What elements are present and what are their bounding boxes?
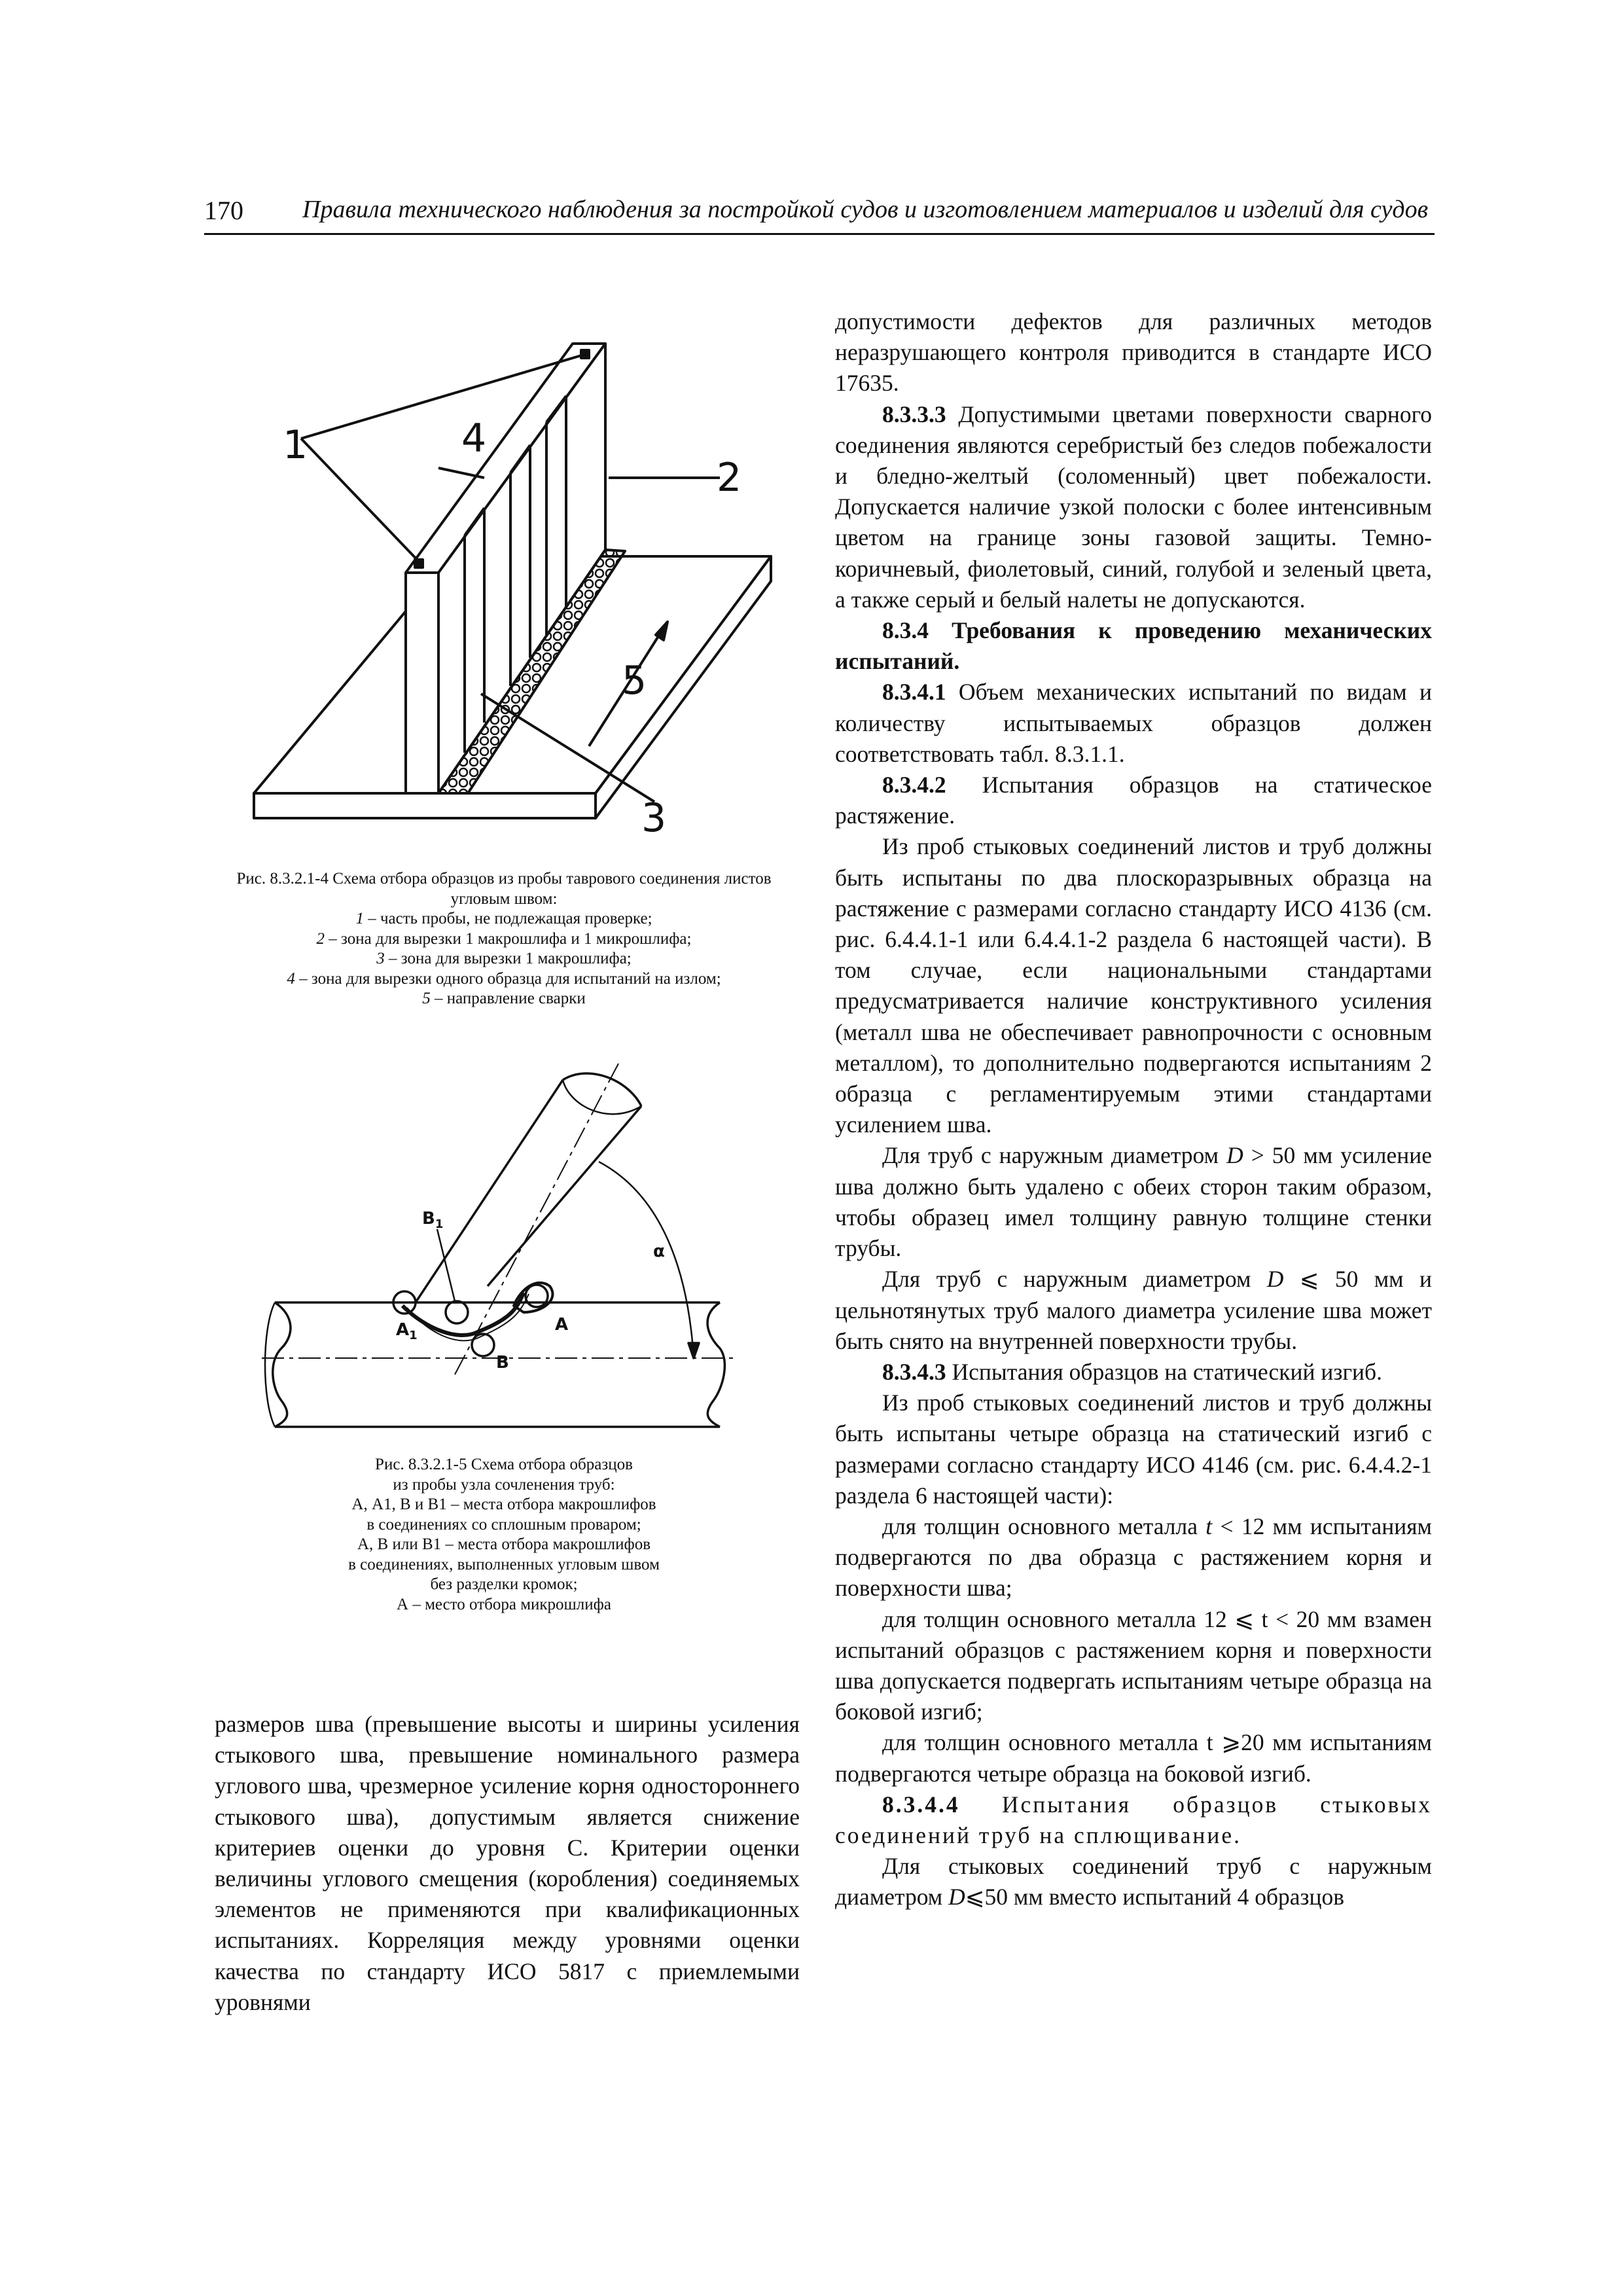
figure1-label-4: 4 xyxy=(461,416,487,461)
weld-bead xyxy=(402,1293,524,1335)
paragraph: для толщин основного металла t < 12 мм испытаниям подвергаются по два образца с растяжением корня и поверхности шва; xyxy=(835,1513,1432,1602)
branch-pipe-left xyxy=(416,1080,563,1302)
paragraph: Для труб с наружным диаметром D > 50 мм усиление шва должно быть удалено с обеих сторон таким образом, чтобы образец имел толщину равную толщине стенки трубы. xyxy=(835,1142,1432,1262)
figure-pipe-junction-diagram xyxy=(262,1060,740,1440)
branch-pipe-right xyxy=(488,1106,641,1286)
figure1-caption-item: 3 – зона для вырезки 1 макрошлифа; xyxy=(376,950,632,967)
paragraph-8-3-4-1: 8.3.4.1 Объем механических испытаний по видам и количеству испытываемых образцов должен соответствовать табл. 8.3.1.1. xyxy=(835,679,1432,767)
base-plate-front xyxy=(254,793,596,818)
paragraph: допустимости дефектов для различных методов неразрушающего контроля приводится в стандарте ИСО 17635. xyxy=(835,308,1432,397)
figure2-label-b1: $B_1$ xyxy=(422,1209,444,1231)
paragraph: размеров шва (превышение высоты и ширины усиления стыкового шва, превышение номинального размера углового шва, чрезмерное усиление корня одностороннего стыкового шва), допустимым является снижение критериев оценки до уровня С. Критерии оценки величины углового смещения (коробления) соединяемых элементов не применяются при квалификационных испытаниях. Корреляция между уровнями оценки качества по стандарту ИСО 5817 с приемлемыми уровнями xyxy=(215,1711,800,2015)
figure2-label-a: A xyxy=(555,1315,569,1335)
sample-a xyxy=(526,1285,548,1307)
figure2-label-alpha: α xyxy=(653,1242,665,1261)
sample-b xyxy=(472,1334,494,1356)
figure1-caption xyxy=(216,869,792,1009)
vertical-plate-front xyxy=(406,573,438,793)
paragraph: Для труб с наружным диаметром D ⩽ 50 мм и цельнотянутых труб малого диаметра усиление шва может быть снято на внутренней поверхности трубы. xyxy=(835,1266,1432,1354)
page-number: 170 xyxy=(204,196,243,225)
figure2-caption-line: без разделки кромок; xyxy=(430,1575,578,1593)
figure2-caption-line: А – место отбора микрошлифа xyxy=(397,1595,611,1613)
figure2-caption-line: из пробы узла сочленения труб: xyxy=(393,1475,615,1494)
figure2-caption xyxy=(275,1455,733,1615)
paragraph-8-3-3-3: 8.3.3.3 Допустимыми цветами поверхности сварного соединения являются серебристый без следов побежалости и бледно-желтый (соломенный) цвет побежалости. Допускается наличие узкой полоски с более интенсивным цветом на границе зоны газовой защиты. Темно-коричневый, фиолетовый, синий, голубой и зеленый цвета, а также серый и белый налеты не допускаются. xyxy=(835,401,1432,613)
sample-b1 xyxy=(446,1301,468,1323)
figure2-caption-line: в соединениях, выполненных угловым швом xyxy=(348,1555,660,1573)
paragraph: Для стыковых соединений труб с наружным диаметром D⩽50 мм вместо испытаний 4 образцов xyxy=(835,1853,1432,1910)
figure2-label-b: B xyxy=(496,1353,509,1372)
paragraph: для толщин основного металла t ⩾20 мм испытаниям подвергаются четыре образца на боковой изгиб. xyxy=(835,1729,1432,1787)
page-header xyxy=(204,195,1435,234)
header-rule xyxy=(204,233,1435,235)
running-title: Правила технического наблюдения за постройкой судов и изготовлением материалов и изделий для судов xyxy=(302,196,1429,223)
figure1-label-5: 5 xyxy=(622,658,647,704)
figure2-caption-line: А, А1, В и В1 – места отбора макрошлифов xyxy=(351,1496,656,1513)
figure1-label-3: 3 xyxy=(641,795,667,841)
figure1-caption-title: Рис. 8.3.2.1-4 Схема отбора образцов из пробы таврового соединения листов угловым швом: xyxy=(236,870,772,908)
figure1-label-1: 1 xyxy=(283,422,308,468)
figure1-caption-item: 4 – зона для вырезки одного образца для испытаний на излом; xyxy=(287,969,721,988)
section-heading-8-3-4: 8.3.4 Требования к проведению механических испытаний. xyxy=(835,617,1432,675)
paragraph: Из проб стыковых соединений листов и труб должны быть испытаны четыре образца на статический изгиб с размерами согласно стандарту ИСО 4146 (см. рис. 6.4.4.2-1 раздела 6 настоящей части): xyxy=(835,1390,1432,1509)
paragraph: для толщин основного металла 12 ⩽ t < 20 мм взамен испытаний образцов с растяжением корня и поверхности шва допускается подвергать испытаниям четыре образца на боковой изгиб; xyxy=(835,1605,1432,1725)
figure1-label-2: 2 xyxy=(717,455,742,501)
figure1-caption-item: 5 – направление сварки xyxy=(422,990,586,1007)
paragraph: Из проб стыковых соединений листов и труб должны быть испытаны по два плоскоразрывных образца на растяжение с размерами согласно стандарту ИСО 4136 (см. рис. 6.4.4.1-1 или 6.4.4.1-2 раздела 6 настоящей части). В том случае, если национальными стандартами предусматривается наличие конструктивного усиления (металл шва не обеспечивает равнопрочности с основным металлом), то дополнительно подвергаются испытаниям 2 образца с регламентируемым этими стандартами усилением шва. xyxy=(835,833,1432,1138)
figure1-caption-item: 1 – часть пробы, не подлежащая проверке; xyxy=(355,910,652,927)
figure2-label-a1: $A_1$ xyxy=(396,1320,418,1342)
figure2-caption-line: А, В или В1 – места отбора макрошлифов xyxy=(357,1535,651,1553)
left-column-text xyxy=(215,1709,800,2018)
figure2-caption-line: Рис. 8.3.2.1-5 Схема отбора образцов xyxy=(375,1456,633,1473)
figure-t-joint-diagram xyxy=(249,327,779,844)
paragraph-8-3-4-3: 8.3.4.3 Испытания образцов на статический изгиб. xyxy=(882,1358,1382,1385)
right-column-text xyxy=(835,306,1432,1913)
paragraph-8-3-4-2: 8.3.4.2 Испытания образцов на статическое растяжение. xyxy=(835,772,1432,829)
paragraph-8-3-4-4: 8.3.4.4 Испытания образцов стыковых соединений труб на сплющивание. xyxy=(835,1791,1432,1848)
figure1-caption-item: 2 – зона для вырезки 1 макрошлифа и 1 микрошлифа; xyxy=(316,929,692,948)
figure2-caption-line: в соединениях со сплошным проваром; xyxy=(366,1515,641,1534)
